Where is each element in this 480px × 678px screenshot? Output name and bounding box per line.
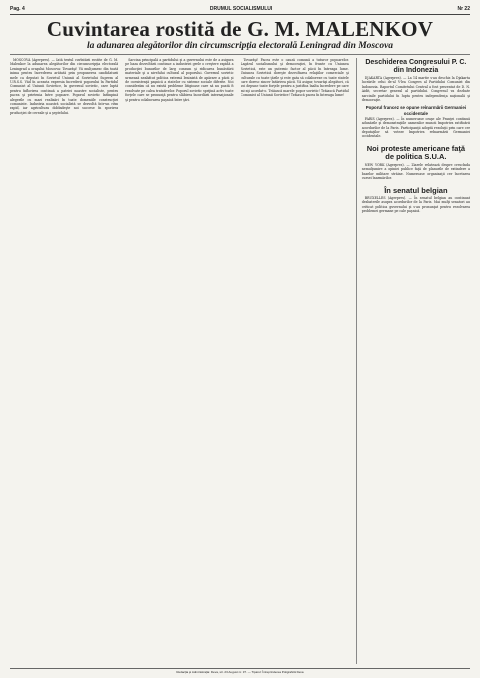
newspaper-name: DRUMUL SOCIALISMULUI xyxy=(209,6,273,12)
sidebar-headline: Poporul francez se opune reînarmării Germaniei occidentale xyxy=(365,105,467,116)
sidebar-text: PARIS (Agerpres). — În numeroase oraşe ale Franţei continuă adunările şi demonstraţiile oamenilor muncii împotriva ratificării acordurilor de la Paris. Participanţii adoptă rezoluţii prin care cer deputaţilor să voteze împotriva reînarmării Germaniei occidentale. xyxy=(361,116,470,139)
main-subheadline: la adunarea alegătorilor din circumscripţia electorală Leningrad din Moscova xyxy=(10,41,470,55)
article-column-1 xyxy=(10,58,118,664)
article-columns xyxy=(10,58,470,664)
masthead xyxy=(10,6,470,15)
sidebar-text: DJAKARTA (Agerpres). — La 14 martie s-au deschis la Djakarta lucrările celui de-al V-lea Congres al Partidului Comunist din Indonezia. Raportul Comitetului Central a fost prezentat de D. N. Aidit, secretar general al partidului. Congresul va dezbate sarcinile partidului în lupta pentru independenţa naţională şi democraţie. xyxy=(361,76,470,103)
issue-number: Nr 22 xyxy=(457,6,470,12)
footer: Redacţia şi Administraţia: Deva, str. 23 August nr. 37. — Tiparul: Întreprinderea Poligrafică Deva xyxy=(10,668,470,674)
article-text: Tovarăşi! Pacea este o cauză comună a tuturor popoarelor. Lagărul socialismului şi democraţiei, în frunte cu Uniunea Sovietică, este un puternic factor al păcii în întreaga lume. Uniunea Sovietică doreşte dezvoltarea relaţiilor comerciale şi culturale cu toate ţările şi este gata să colaboreze cu toate statele care doresc sincer întărirea păcii. Vă asigur, tovarăşi alegători, că voi depune toate forţele pentru a justifica înalta încredere pe care mi-aţi acordat-o. Trăiască marele popor sovietic! Trăiască Partidul Comunist al Uniunii Sovietice! Trăiască pacea în întreaga lume! xyxy=(240,58,349,98)
article-text: Sarcina principală a partidului şi a guvernului este de a asigura pe baza dezvoltării continue a industriei grele o creştere rapidă a producţiei bunurilor de larg consum şi ridicarea bunăstării materiale şi a nivelului cultural al poporului. Guvernul sovietic urmează neabătut politica externă leninistă de apărare a păcii şi de coexistenţă paşnică a statelor cu sisteme sociale diferite. Noi considerăm că nu există probleme litigioase care să nu poată fi rezolvate pe calea tratativelor. Poporul sovietic sprijină activ toate forţele care se pronunţă pentru slăbirea încordării internaţionale şi pentru colaborarea paşnică între ţări. xyxy=(125,58,234,102)
article-text: MOSCOVA (Agerpres). — Iată textul cuvîntării rostite de G. M. Malenkov la adunarea alegătorilor din circumscripţia electorală Leningrad a oraşului Moscova: Tovarăşi! Vă mulţumesc din toată inima pentru încrederea arătată prin propunerea candidaturii mele ca deputat în Sovietul Uniunii al Sovietului Suprem al U.R.S.S. Văd în aceasta expresia încrederii poporului în Partidul Comunist al Uniunii Sovietice, în guvernul sovietic, care luptă pentru înflorirea continuă a patriei noastre socialiste, pentru pacea şi prietenia între popoare. Poporul sovietic întîmpină alegerile cu mari realizări în toate domeniile construcţiei comuniste. Industria noastră socialistă se dezvoltă într-un ritm rapid, iar agricultura dobîndeşte noi succese în sporirea producţiei de cereale şi a şeptelului. xyxy=(10,58,119,115)
article-column-3 xyxy=(241,58,349,664)
article-column-2 xyxy=(125,58,233,664)
page-number: Pag. 4 xyxy=(10,6,25,12)
sidebar-headline: În senatul belgian xyxy=(384,185,448,195)
main-headline: Cuvintarea rostită de G. M. MALENKOV xyxy=(46,17,434,41)
sidebar-headline: Noi proteste americane faţă de politica S.U.A. xyxy=(366,143,466,162)
sidebar-column xyxy=(356,58,470,664)
sidebar-headline: Deschiderea Congresului P. C. din Indonezia xyxy=(365,59,467,74)
sidebar-text: BRUXELLES (Agerpres). — În senatul belgian au continuat dezbaterile asupra acordurilor de la Paris. Mai mulţi senatori au criticat politica guvernului şi s-au pronunţat pentru rezolvarea problemei germane pe cale paşnică. xyxy=(361,196,470,214)
sidebar-text: NEW YORK (Agerpres). — Ziarele relatează despre crescînda nemulţumire a opiniei publice faţă de planurile de extindere a bazelor militare străine. Numeroase organizaţii cer încetarea cursei înarmărilor. xyxy=(361,162,470,181)
